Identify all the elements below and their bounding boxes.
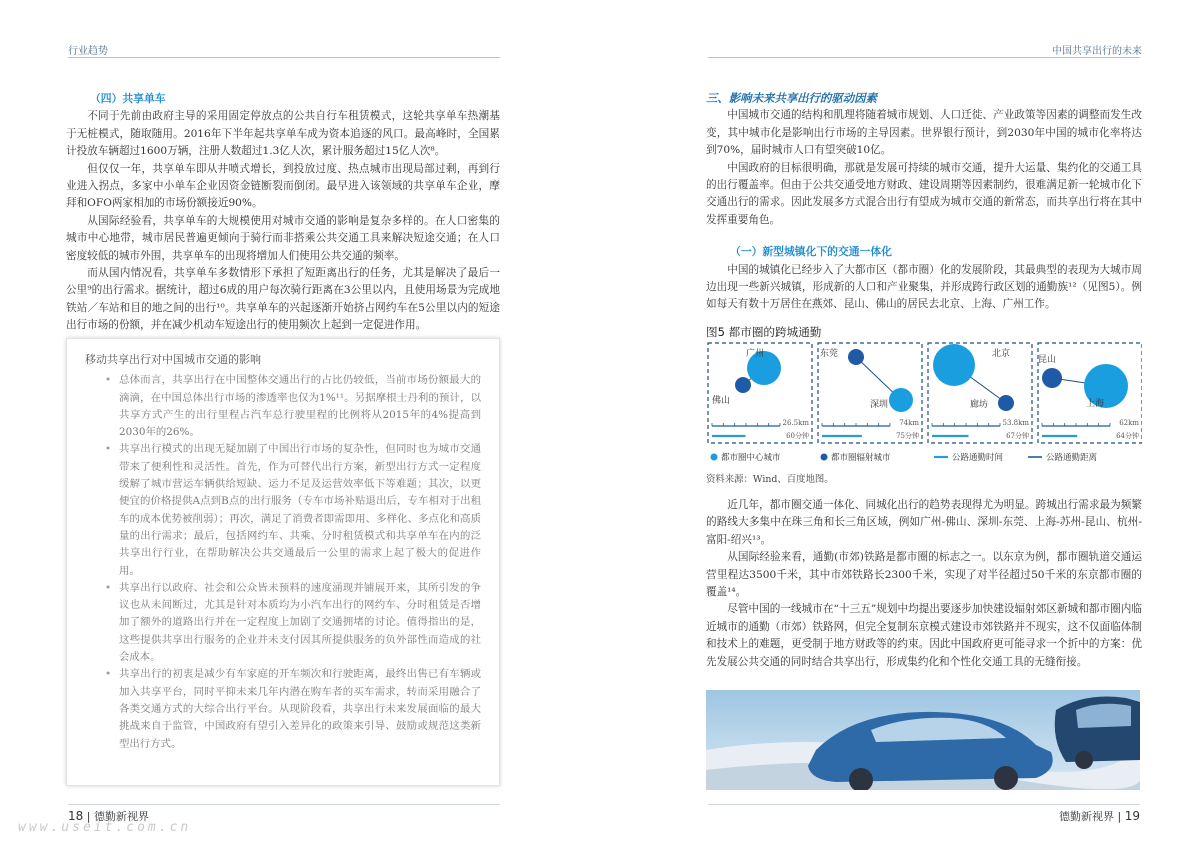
commute-chart-svg	[706, 340, 1142, 470]
page-number-left: 18	[68, 809, 84, 823]
legend-distance: 公路通勤距离	[1046, 453, 1098, 463]
legend-radiating-city: 都市圈辐射城市	[831, 453, 891, 463]
left-paragraph: 不同于先前由政府主导的采用固定停放点的公共自行车租赁模式，这轮共享单车热潮基于无桩模式，随取随用。2016年下半年起共享单车成为资本追逐的风口。最高峰时，全国累计投放车辆超过1600万辆，注册人数超过1.3亿人次，累计服务超过15亿人次⁸。	[66, 110, 500, 158]
running-header-right: 中国共享出行的未来	[1052, 46, 1142, 57]
left-paragraph: 但仅仅一年，共享单车即从井喷式增长，到投放过度、热点城市出现局部过剩，再到行业进入拐点，多家中小单车企业因资金链断裂而倒闭。最早进入该领域的共享单车企业，摩拜和OFO两家相加的市场份额接近90%。	[66, 162, 500, 210]
page-number-right: 19	[1124, 809, 1140, 823]
radiating-city-circle	[735, 377, 751, 393]
center-city-label: 深圳	[870, 400, 889, 410]
footer-separator: |	[1117, 810, 1125, 823]
radiating-city-circle	[998, 395, 1014, 411]
left-column	[66, 90, 500, 335]
sidebar-item-text: 共享出行模式的出现无疑加剧了中国出行市场的复杂性，但同时也为城市交通带来了便利性和灵活性。首先，作为可替代出行方案，新型出行方式一定程度缓解了城市营运车辆供给短缺、运力不足及运营效率低下等难题；其次，以更便宜的价格提供A点到B点的出行服务（专车市场补贴退出后，专车相对于出租车的成本优势被削弱）；再次，满足了消费者即需即用、多样化、多点化和高质量的出行需求；最后，包括网约车、共乘、分时租赁模式和共享单车在内的泛共享出行行业，在帮助解决公共交通最后一公里的需求上起了极大的促进作用。	[119, 443, 481, 577]
radiating-city-label: 东莞	[820, 349, 839, 359]
footer-rule-right	[708, 804, 1140, 805]
center-city-label: 广州	[746, 349, 765, 359]
header-rule-left	[68, 57, 500, 58]
time-label: 60分钟	[786, 432, 809, 440]
car-illustration	[706, 690, 1140, 790]
legend-radiating-city-marker	[821, 454, 828, 461]
sidebar-list-item	[85, 441, 481, 579]
sidebar-item-text: 总体而言，共享出行在中国整体交通出行的占比仍较低，当前市场份额最大的滴滴，在中国总体出行市场的渗透率也仅为1%¹¹。另据摩根士丹利的预计，以共享方式产生的出行里程占汽车总行驶里程的比例将从2015年的4%提高到2030年的26%。	[119, 374, 481, 439]
left-paragraph: 从国际经验看，共享单车的大规模使用对城市交通的影响是复杂多样的。在人口密集的城市中心地带，城市居民普遍更倾向于骑行而非搭乘公共交通工具来解决短途交通；在人口密度较低的城市外围，共享单车的出现将增加人们使用公共交通的频率。	[66, 214, 500, 262]
figure-title: 图5 都市圈的跨城通勤	[706, 325, 822, 339]
right-paragraph: 中国城市交通的结构和肌理将随着城市规划、人口迁徙、产业政策等因素的调整而发生改变，其中城市化是影响出行市场的主导因素。世界银行预计，到2030年中国的城市化率将达到70%，届时城市人口有望突破10亿。	[706, 109, 1142, 157]
radiating-city-circle	[848, 349, 864, 365]
right-paragraph: 从国际经验来看，通勤(市郊)铁路是都市圈的标志之一。以东京为例，都市圈轨道交通运营里程达3500千米，其中市郊铁路长2300千米，实现了对半径超过50千米的东京都市圈的覆盖¹⁴。	[706, 551, 1142, 599]
distance-label: 53.8km	[1002, 419, 1029, 427]
center-city-circle	[889, 388, 913, 412]
radiating-city-circle	[1042, 368, 1062, 388]
right-paragraph: 近几年，都市圈交通一体化、同城化出行的趋势表现得尤为明显。跨城出行需求最为频繁的路线大多集中在珠三角和长三角区域，例如广州-佛山、深圳-东莞、上海-苏州-昆山、杭州-富阳-绍兴¹³。	[706, 499, 1142, 546]
bullet-icon: •	[105, 374, 112, 387]
footer-separator: |	[86, 810, 94, 823]
watermark: www.useit.com.cn	[18, 820, 192, 835]
impact-sidebar-box	[66, 338, 500, 786]
left-paragraph: 而从国内情况看，共享单车多数情形下承担了短距离出行的任务，尤其是解决了最后一公里⁹的出行需求。据统计，超过6成的用户每次骑行距离在3公里以内，且使用场景为完成地铁站／车站和目的地之间的出行¹⁰。共享单车的兴起逐渐开始挤占网约车在5公里以内的短途出行市场的份额，并在减少机动车短途出行的使用频次上起到一定促进作用。	[66, 267, 500, 332]
time-label: 67分钟	[1006, 432, 1029, 440]
sidebar-list-item	[85, 666, 481, 752]
footer-brand-right: 德勤新视界	[1059, 810, 1115, 823]
header-rule-right	[708, 57, 1140, 58]
sidebar-list	[85, 372, 481, 753]
legend-center-city-marker	[711, 454, 718, 461]
footer-right	[1059, 808, 1140, 824]
bike-sharing-heading: （四）共享单车	[90, 92, 166, 105]
distance-label: 26.5km	[782, 419, 809, 427]
bullet-icon: •	[105, 443, 112, 456]
center-city-circle	[933, 344, 975, 386]
right-column-lower	[706, 497, 1142, 671]
radiating-city-label: 昆山	[1038, 355, 1057, 365]
radiating-city-label: 廊坊	[970, 400, 989, 410]
right-paragraph: 尽管中国的一线城市在“十三五”规划中均提出要逐步加快建设辐射郊区新城和都市圈内临近城市的通勤（市郊）铁路网，但完全复制东京模式建设市郊铁路并不现实，这不仅面临体制和技术上的难题，更受制于地方财政等的约束。因此中国政府更可能寻求一个折中的方案：优先发展公共交通的同时结合共享出行，形成集约化和个性化交通工具的无缝衔接。	[706, 603, 1142, 668]
sidebar-item-text: 共享出行以政府、社会和公众皆未预料的速度涌现并铺展开来，其所引发的争议也从未间断过，尤其是针对本质均为小汽车出行的网约车、分时租赁是否增加了额外的道路出行并在一定程度上加剧了交通拥堵的讨论。值得指出的是，这些提供共享出行服务的企业并未支付因其所提供服务的负外部性而造成的社会成本。	[119, 581, 481, 664]
right-paragraph: 中国的城镇化已经步入了大都市区（都市圈）化的发展阶段，其最典型的表现为大城市周边出现一些新兴城镇，形成新的人口和产业聚集，并形成跨行政区划的通勤族¹²（见图5）。例如每天有数十万居住在燕郊、昆山、佛山的居民去北京、上海、广州工作。	[706, 263, 1142, 311]
legend-time: 公路通勤时间	[952, 453, 1004, 463]
distance-label: 62km	[1119, 419, 1139, 427]
urbanization-subheading: （一）新型城镇化下的交通一体化	[730, 245, 892, 259]
distance-label: 74km	[899, 419, 919, 427]
bullet-icon: •	[105, 668, 112, 681]
section-heading: 三、影响未来共享出行的驱动因素	[706, 91, 877, 105]
radiating-city-label: 佛山	[712, 396, 731, 406]
time-label: 75分钟	[896, 432, 919, 440]
bullet-icon: •	[105, 581, 112, 594]
right-paragraph: 中国政府的目标很明确，那就是发展可持续的城市交通，提升大运量、集约化的交通工具的出行覆盖率。但由于公共交通受地方财政、建设周期等因素制约，很难满足新一轮城市化下交通出行的需求。因此发展多方式混合出行有望成为城市交通的新常态，而共享出行将在其中发挥重要角色。	[706, 161, 1142, 226]
sidebar-list-item	[85, 372, 481, 441]
center-city-label: 上海	[1086, 399, 1105, 409]
footer-brand-left: 德勤新视界	[93, 810, 149, 823]
car-illustration-image	[706, 690, 1140, 790]
legend-center-city: 都市圈中心城市	[721, 453, 781, 463]
time-label: 64分钟	[1116, 432, 1139, 440]
footer-rule-left	[68, 804, 500, 805]
sidebar-list-item	[85, 580, 481, 666]
sidebar-title: 移动共享出行对中国城市交通的影响	[85, 353, 261, 366]
commute-figure	[706, 340, 1142, 470]
running-header-left: 行业趋势	[68, 46, 108, 57]
center-city-label: 北京	[992, 349, 1011, 359]
sidebar-item-text: 共享出行的初衷是减少有车家庭的开车频次和行驶距离，最终出售已有车辆或加入共享平台，同时平抑未来几年内潜在购车者的买车需求，转而采用融合了各类交通方式的大综合出行平台。从现阶段看，共享出行未来发展面临的最大挑战来自于监管，中国政府有望引入差异化的政策来引导、鼓励或规范这类新型出行方式。	[119, 668, 481, 750]
right-column	[706, 90, 1142, 314]
figure-source: 资料来源：Wind、百度地图。	[706, 474, 834, 485]
